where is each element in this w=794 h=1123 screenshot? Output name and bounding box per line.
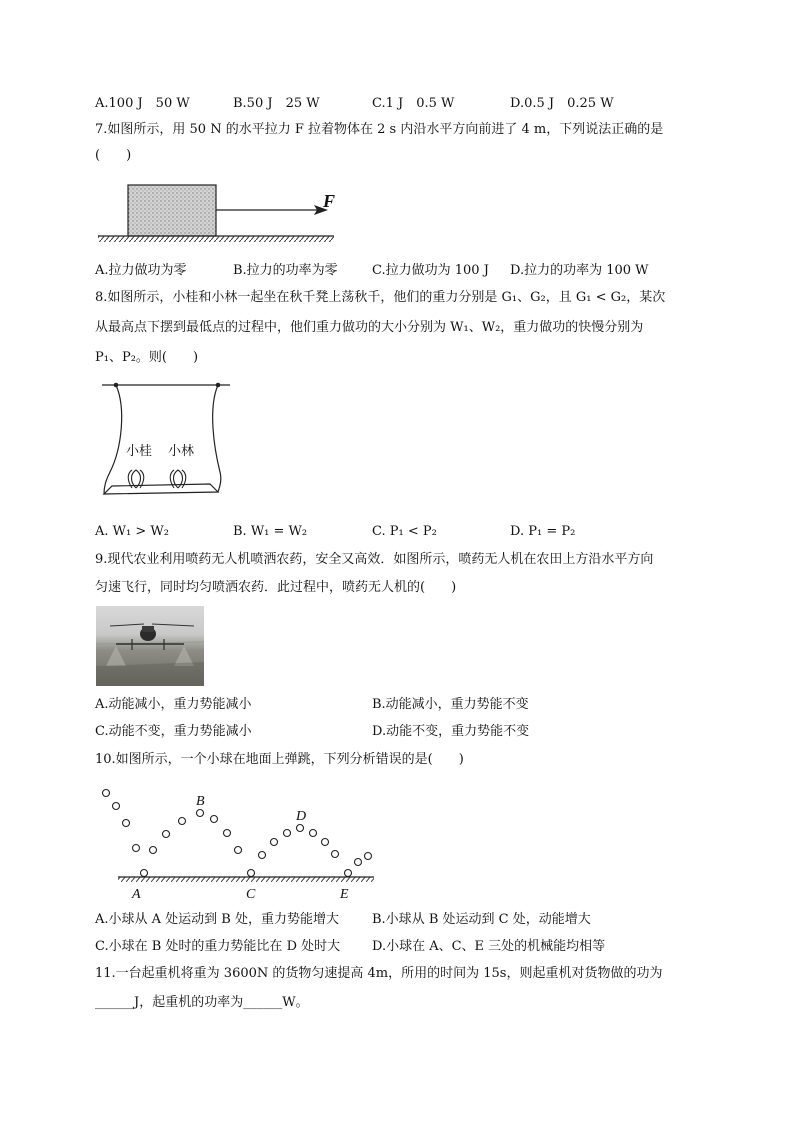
q10-option-b: B.小球从 B 处运动到 C 处，动能增大 [372,912,591,927]
ball-at-c [248,870,255,877]
block [128,185,216,236]
q11-stem-line2: ______J，起重机的功率为______W。 [95,995,309,1010]
q8-option-c: C. P₁ < P₂ [372,524,437,539]
point-label-e: E [340,887,349,902]
point-label-b: B [196,794,205,809]
q10-figure [96,786,381,904]
point-label-c: C [246,887,256,902]
q9-option-c: C.动能不变，重力势能减小 [95,724,252,739]
q8-figure [96,378,236,508]
ball-at-d [297,825,304,832]
q8-option-a: A. W₁ > W₂ [95,524,169,539]
drone-rotor-left [110,624,144,626]
q9-option-b: B.动能减小，重力势能不变 [372,697,529,712]
force-label: F [323,191,336,211]
drone-rotor-right [152,624,194,626]
child-figure-right [170,470,186,488]
q7-option-d: D.拉力的功率为 100 W [510,263,649,278]
point-label-d: D [296,809,307,824]
q7-figure [96,180,346,244]
q8-option-b: B. W₁ = W₂ [233,524,308,539]
q6-option-a: A.100 J 50 W [95,96,190,111]
q8-option-d: D. P₁ = P₂ [510,524,576,539]
label-xiaogui: 小桂 [126,444,153,459]
ball-at-b [197,810,204,817]
q7-stem-line1: 7.如图所示，用 50 N 的水平拉力 F 拉着物体在 2 s 内沿水平方向前进了 4 m，下列说法正确的是 [95,122,664,137]
q6-option-d: D.0.5 J 0.25 W [510,96,614,111]
swing-seat [104,484,218,494]
q10-option-a: A.小球从 A 处运动到 B 处，重力势能增大 [95,912,339,927]
q7-stem-line2: ( ) [95,148,132,163]
q7-option-b: B.拉力的功率为零 [233,263,338,278]
q6-option-b: B.50 J 25 W [233,96,320,111]
q9-option-a: A.动能减小，重力势能减小 [95,697,252,712]
q8-stem-line2: 从最高点下摆到最低点的过程中，他们重力做功的大小分别为 W₁、W₂，重力做功的快慢分别为 [95,320,644,335]
ground-hatch [98,236,334,242]
ball-at-e [345,870,352,877]
q8-stem-line1: 8.如图所示，小桂和小林一起坐在秋千凳上荡秋千，他们的重力分别是 G₁、G₂，且 G₁ < G₂，某次 [95,290,666,305]
q9-option-d: D.动能不变，重力势能不变 [372,724,530,739]
ball-at-a [141,870,148,877]
q7-option-a: A.拉力做功为零 [95,263,187,278]
label-xiaolin: 小林 [168,444,195,459]
q11-stem-line1: 11.一台起重机将重为 3600N 的货物匀速提高 4m，所用的时间为 15s，则起重机对货物做的功为 [95,966,663,981]
q9-drone-photo [96,606,204,686]
q8-stem-line3: P₁、P₂。则( ) [95,350,199,365]
q10-option-d: D.小球在 A、C、E 三处的机械能均相等 [372,939,606,954]
q6-option-c: C.1 J 0.5 W [372,96,455,111]
q9-stem-line1: 9.现代农业利用喷药无人机喷洒农药，安全又高效．如图所示，喷药无人机在农田上方沿水平方向 [95,552,654,567]
q9-stem-line2: 匀速飞行，同时均匀喷洒农药．此过程中，喷药无人机的( ) [95,580,457,595]
q10-stem: 10.如图所示，一个小球在地面上弹跳，下列分析错误的是( ) [95,752,464,767]
swing-rope-right [213,385,221,492]
ground-hatch [118,877,374,882]
point-label-a: A [132,887,141,902]
q10-option-c: C.小球在 B 处时的重力势能比在 D 处时大 [95,939,341,954]
swing-rope-left [104,385,122,494]
q7-option-c: C.拉力做功为 100 J [372,263,489,278]
